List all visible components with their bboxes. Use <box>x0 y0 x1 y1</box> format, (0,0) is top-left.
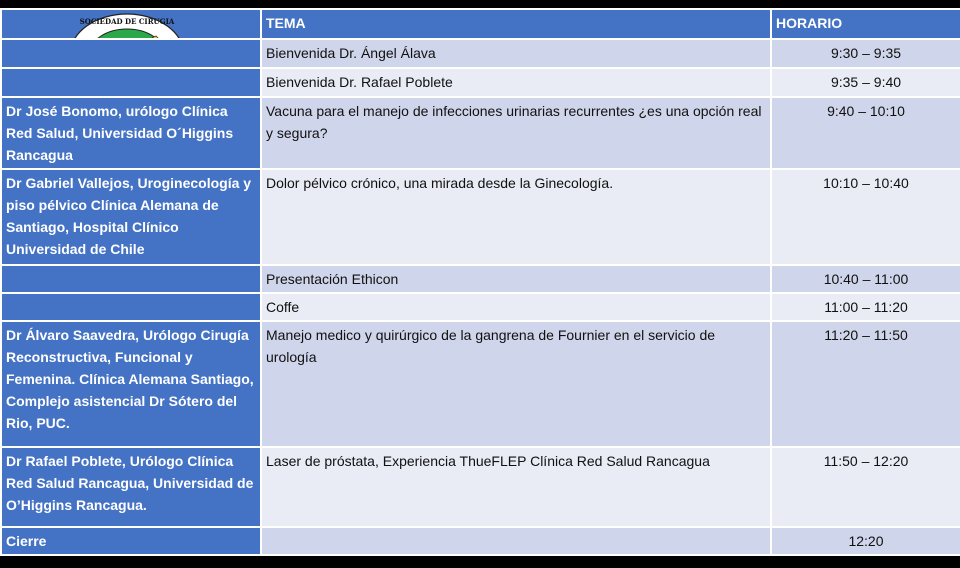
speaker-cell: Cierre <box>1 527 261 555</box>
tema-cell: Coffe <box>261 293 771 321</box>
tema-cell: Presentación Ethicon <box>261 265 771 293</box>
tema-cell: Dolor pélvico crónico, una mirada desde la Ginecología. <box>261 169 771 265</box>
logo-cell <box>1 9 261 39</box>
tema-cell: Laser de próstata, Experiencia ThueFLEP Clínica Red Salud Rancagua <box>261 447 771 527</box>
speaker-cell <box>1 293 261 321</box>
horario-cell: 10:40 – 11:00 <box>771 265 960 293</box>
tema-cell: Vacuna para el manejo de infecciones urinarias recurrentes ¿es una opción real y segura? <box>261 97 771 169</box>
horario-cell: 12:20 <box>771 527 960 555</box>
table-row <box>1 265 960 293</box>
header-row <box>1 9 960 39</box>
horario-cell: 9:35 – 9:40 <box>771 68 960 97</box>
tema-cell: Manejo medico y quirúrgico de la gangrena de Fournier en el servicio de urología <box>261 321 771 447</box>
horario-cell: 10:10 – 10:40 <box>771 169 960 265</box>
header-tema: TEMA <box>261 9 771 39</box>
speaker-cell <box>1 265 261 293</box>
speaker-cell <box>1 68 261 97</box>
table-row <box>1 169 960 265</box>
tema-cell: Bienvenida Dr. Rafael Poblete <box>261 68 771 97</box>
table-row <box>1 321 960 447</box>
table-row <box>1 447 960 527</box>
table-row <box>1 293 960 321</box>
tema-cell <box>261 527 771 555</box>
horario-cell: 11:50 – 12:20 <box>771 447 960 527</box>
table-row <box>1 527 960 555</box>
speaker-cell: Dr Rafael Poblete, Urólogo Clínica Red Salud Rancagua, Universidad de O’Higgins Rancagua. <box>1 447 261 527</box>
logo-text-top: SOCIEDAD DE CIRUGIA <box>79 17 175 26</box>
table-row <box>1 97 960 169</box>
horario-cell: 9:30 – 9:35 <box>771 39 960 68</box>
speaker-cell <box>1 39 261 68</box>
society-logo-icon <box>68 12 186 39</box>
speaker-cell: Dr José Bonomo, urólogo Clínica Red Salud, Universidad O´Higgins Rancagua <box>1 97 261 169</box>
program-table <box>0 8 960 556</box>
horario-cell: 11:20 – 11:50 <box>771 321 960 447</box>
speaker-cell: Dr Gabriel Vallejos, Uroginecología y piso pélvico Clínica Alemana de Santiago, Hospital Clínico Universidad de Chile <box>1 169 261 265</box>
tema-cell: Bienvenida Dr. Ángel Álava <box>261 39 771 68</box>
horario-cell: 9:40 – 10:10 <box>771 97 960 169</box>
table-row <box>1 39 960 68</box>
header-horario: HORARIO <box>771 9 960 39</box>
horario-cell: 11:00 – 11:20 <box>771 293 960 321</box>
speaker-cell: Dr Álvaro Saavedra, Urólogo Cirugía Reconstructiva, Funcional y Femenina. Clínica Alemana Santiago, Complejo asistencial Dr Sótero del Rio, PUC. <box>1 321 261 447</box>
table-row <box>1 68 960 97</box>
